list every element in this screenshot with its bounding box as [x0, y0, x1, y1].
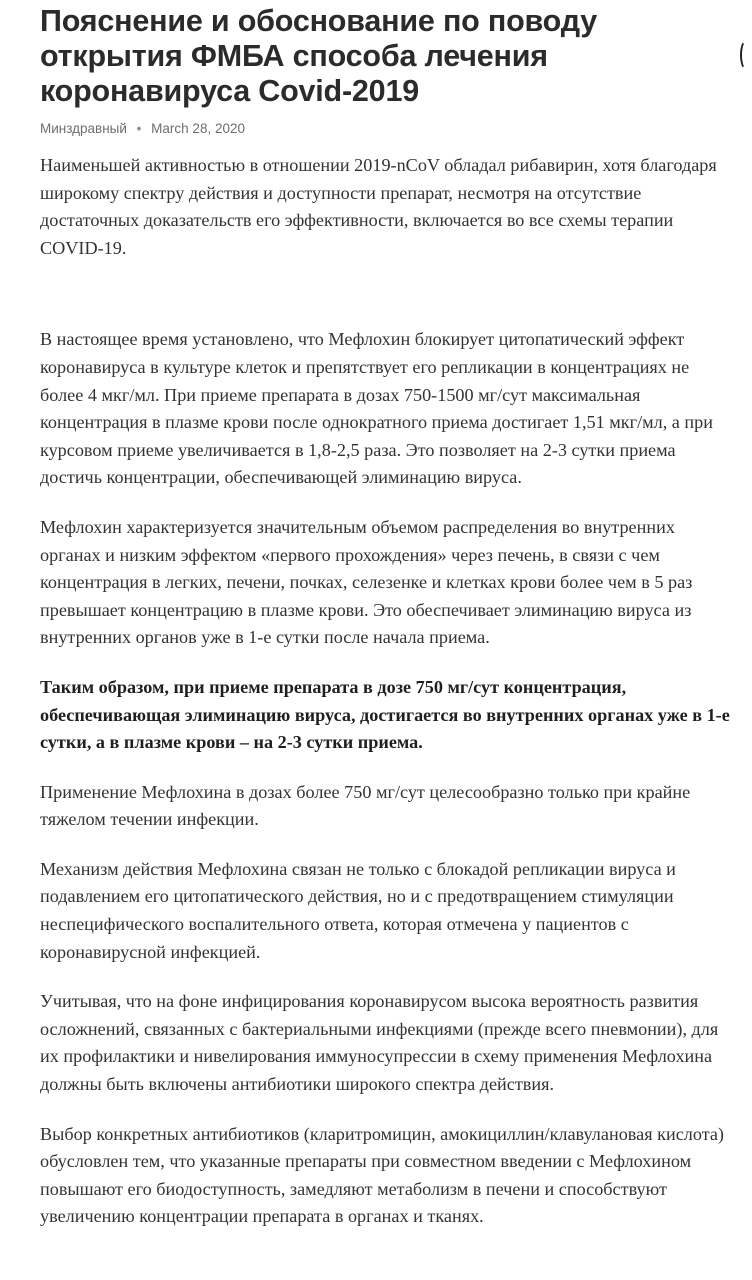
meta-separator: • — [136, 121, 142, 136]
edge-fragment-icon — [740, 40, 752, 70]
publish-date: March 28, 2020 — [151, 121, 245, 136]
paragraph-4-conclusion: Таким образом, при приеме препарата в дозе 750 мг/сут концентрация, обеспечивающая элиминацию вируса, достигается во внутренних органах уже в 1-е сутки, а в плазме крови – на 2-3 сутки приема. — [40, 676, 730, 753]
article-body — [40, 152, 730, 1231]
paragraph-5: Применение Мефлохина в дозах более 750 мг/сут целесообразно только при крайне тяжелом течении инфекции. — [40, 781, 691, 830]
author-link[interactable]: Минздравный — [40, 121, 127, 136]
paragraph-8: Выбор конкретных антибиотиков (кларитромицин, амокициллин/клавулановая кислота) обусловлен тем, что указанные препараты при совместном введении с Мефлохином повышают его биодоступность, замедляют метаболизм в печени и способствуют увеличению концентрации препарата в органах и тканях. — [40, 1123, 724, 1227]
paragraph-3: Мефлохин характеризуется значительным объемом распределения во внутренних органах и низким эффектом «первого прохождения» через печень, в связи с чем концентрация в легких, печени, почках, селезенке и клетках крови более чем в 5 раз превышает концентрацию в плазме крови. Это обеспечивает элиминацию вируса из внутренних органов уже в 1-е сутки после начала приема. — [40, 516, 693, 648]
article — [40, 4, 730, 1253]
paragraph-2: В настоящее время установлено, что Мефлохин блокирует цитопатический эффект коронавируса в культуре клеток и препятствует его репликации в концентрациях не более 4 мкг/мл. При приеме препарата в дозах 750-1500 мг/сут максимальная концентрация в плазме крови после однократного приема достигает 1,51 мкг/мл, а при курсовом приеме увеличивается в 1,8-2,5 раза. Это позволяет на 2-3 сутки приема достичь концентрации, обеспечивающей элиминацию вируса. — [40, 329, 713, 488]
article-meta — [40, 120, 730, 138]
paragraph-6: Механизм действия Мефлохина связан не только с блокадой репликации вируса и подавлением его цитопатического действия, но и с предотвращением стимуляции неспецифического воспалительного ответа, которая отмечена у пациентов с коронавирусной инфекцией. — [40, 858, 676, 962]
paragraph-1: Наименьшей активностью в отношении 2019-nCoV обладал рибавирин, хотя благодаря широкому спектру действия и доступности препарат, несмотря на отсутствие достаточных доказательств его эффективности, включается во все схемы терапии COVID-19. — [40, 155, 717, 258]
paragraph-7: Учитывая, что на фоне инфицирования коронавирусом высока вероятность развития осложнений, связанных с бактериальными инфекциями (прежде всего пневмонии), для их профилактики и нивелирования иммуносупрессии в схему применения Мефлохина должны быть включены антибиотики широкого спектра действия. — [40, 991, 719, 1095]
article-title: Пояснение и обоснование по поводу открытия ФМБА способа лечения коронавируса Covid-2019 — [40, 4, 598, 108]
